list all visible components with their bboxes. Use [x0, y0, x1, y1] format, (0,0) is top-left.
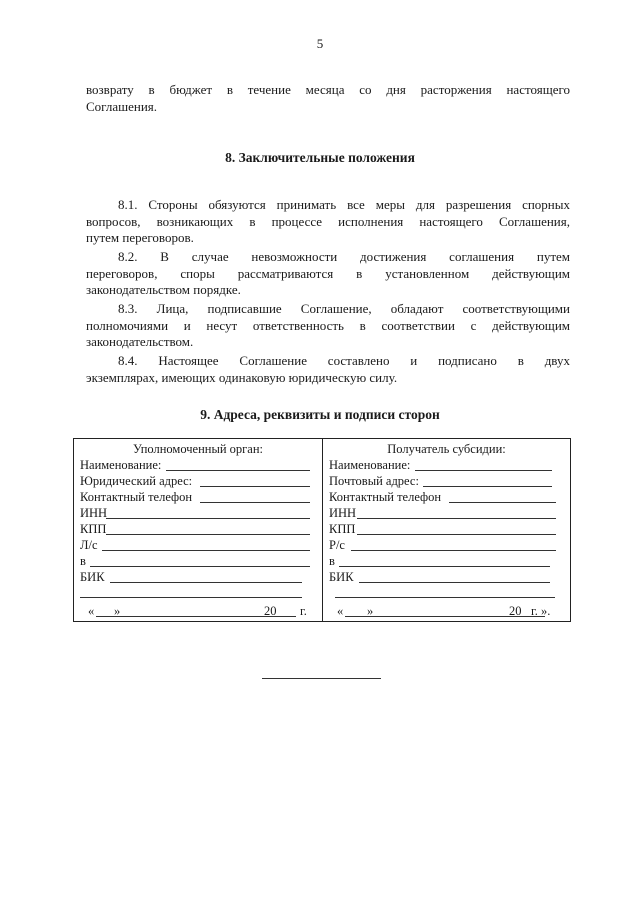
inn-field	[323, 505, 570, 521]
paragraph-8-2	[86, 249, 570, 299]
day-line	[345, 616, 385, 617]
day-line	[96, 616, 136, 617]
text-line: 8.3. Лица, подписавшие Соглашение, обладают соответствующими	[118, 301, 570, 316]
page-number: 5	[316, 36, 324, 51]
end-of-document-line	[262, 678, 381, 679]
text-line: 8.4. Настоящее Соглашение составлено и подписано в двух	[118, 353, 570, 368]
account-field	[74, 537, 322, 553]
field-label: Р/с	[329, 538, 345, 552]
intro-paragraph	[86, 82, 570, 115]
authority-column	[74, 439, 323, 621]
field-label: Контактный телефон	[80, 490, 193, 504]
field-label: Наименование:	[329, 458, 411, 472]
field-label: КПП	[329, 522, 356, 536]
paragraph-8-4	[86, 353, 570, 386]
authority-title: Уполномоченный орган:	[132, 442, 264, 456]
section-8-heading: 8. Заключительные положения	[225, 150, 415, 165]
kpp-field	[323, 521, 570, 537]
signature-line	[335, 597, 555, 598]
name-field	[74, 457, 322, 473]
paragraph-8-1	[86, 197, 570, 247]
text-line: полномочиями и несут ответственность в соответствии с действующим	[86, 317, 570, 333]
recipient-column	[323, 439, 570, 621]
quote-open: «	[337, 604, 344, 618]
fill-line	[106, 534, 310, 535]
fill-line	[200, 486, 310, 487]
text-line: переговоров, споры рассматриваются в установленном действующим	[86, 265, 570, 281]
signature-date	[88, 603, 316, 619]
field-label: БИК	[80, 570, 105, 584]
text-line: Соглашения.	[86, 98, 158, 114]
year-prefix: 20	[509, 604, 522, 618]
field-label: БИК	[329, 570, 354, 584]
fill-line	[110, 582, 302, 583]
fill-line	[351, 550, 556, 551]
fill-line	[415, 470, 552, 471]
year-suffix: г. ».	[531, 604, 551, 618]
signature-table	[73, 438, 571, 622]
fill-line	[339, 566, 550, 567]
fill-line	[200, 502, 310, 503]
text-line: вопросов, возникающих в процессе исполнения настоящего Соглашения,	[86, 213, 570, 229]
field-label: Контактный телефон	[329, 490, 442, 504]
text-line: 8.1. Стороны обязуются принимать все меры для разрешения спорных	[118, 197, 570, 212]
bik-field	[74, 569, 322, 585]
field-label: в	[329, 554, 335, 568]
text-line: путем переговоров.	[86, 230, 194, 245]
month-line	[134, 616, 284, 617]
quote-close: »	[114, 604, 121, 618]
text-line: 8.2. В случае невозможности достижения соглашения путем	[118, 249, 570, 264]
text-line: экземплярах, имеющих одинаковую юридическую силу.	[86, 369, 398, 385]
year-line	[280, 616, 296, 617]
field-label: в	[80, 554, 86, 568]
quote-close: »	[367, 604, 374, 618]
fill-line	[357, 518, 556, 519]
paragraph-8-3	[86, 301, 570, 351]
section-9-heading: 9. Адреса, реквизиты и подписи сторон	[200, 407, 440, 422]
text-line: законодательством порядке.	[86, 282, 241, 297]
quote-open: «	[88, 604, 95, 618]
legal-address-field	[74, 473, 322, 489]
postal-address-field	[323, 473, 570, 489]
fill-line	[90, 566, 310, 567]
year-suffix: г.	[300, 604, 307, 618]
field-label: Почтовый адрес:	[329, 474, 419, 488]
fill-line	[102, 550, 310, 551]
fill-line	[357, 534, 556, 535]
signature-date	[337, 603, 565, 619]
name-field	[323, 457, 570, 473]
field-label: Наименование:	[80, 458, 162, 472]
bank-field	[323, 553, 570, 569]
phone-field	[323, 489, 570, 505]
text-line: законодательством.	[86, 334, 194, 349]
account-field	[323, 537, 570, 553]
year-prefix: 20	[264, 604, 277, 618]
text-line: возврату в бюджет в течение месяца со дня расторжения настоящего	[86, 82, 570, 97]
fill-line	[166, 470, 310, 471]
field-label: ИНН	[329, 506, 357, 520]
inn-field	[74, 505, 322, 521]
field-label: Юридический адрес:	[80, 474, 193, 488]
fill-line	[423, 486, 552, 487]
fill-line	[449, 502, 556, 503]
field-label: ИНН	[80, 506, 108, 520]
field-label: КПП	[80, 522, 107, 536]
phone-field	[74, 489, 322, 505]
fill-line	[106, 518, 310, 519]
field-label: Л/с	[80, 538, 98, 552]
fill-line	[359, 582, 550, 583]
bank-field	[74, 553, 322, 569]
bik-field	[323, 569, 570, 585]
recipient-title: Получатель субсидии:	[387, 442, 506, 456]
kpp-field	[74, 521, 322, 537]
signature-line	[80, 597, 302, 598]
